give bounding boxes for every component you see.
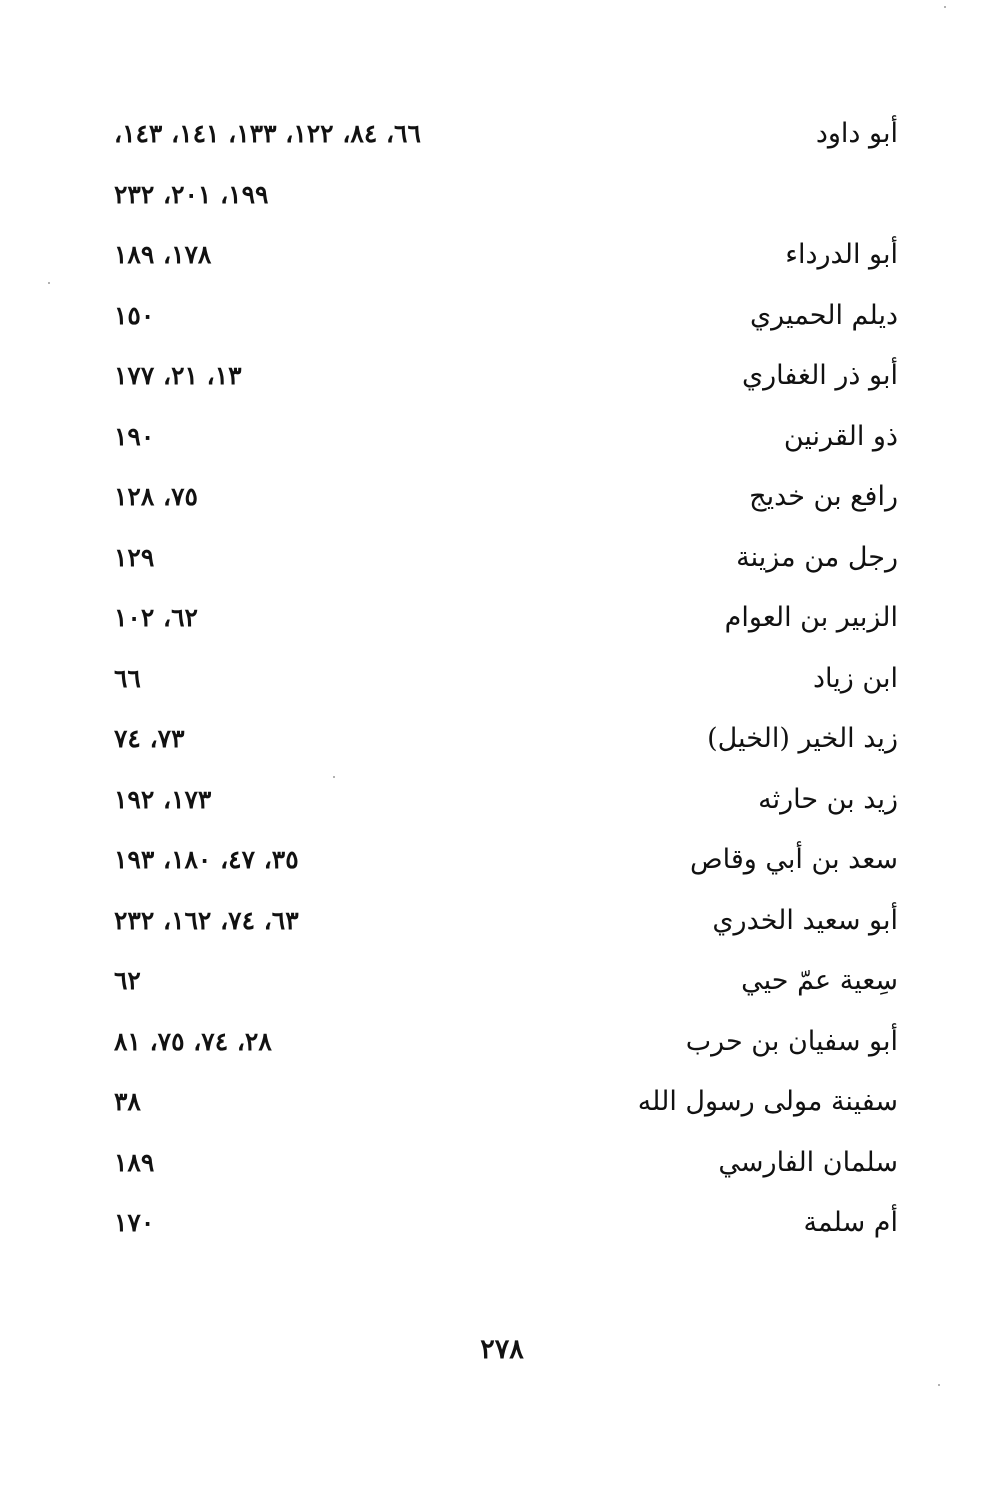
entry-name: أبو داود [815,118,898,149]
entry-pages: ٣٨ [114,1087,141,1116]
entry-pages: ١٥٠ [114,300,155,330]
entry-name: أبو سفيان بن حرب [685,1025,898,1057]
index-entry [0,1012,1004,1073]
index-entry [0,225,1004,286]
entry-name: سِعية عمّ حيي [741,965,898,996]
entry-name: ذو القرنين [783,420,898,452]
entry-pages: ٦٢، ١٠٢ [114,603,198,632]
entry-pages: ١٢٩ [114,542,155,572]
entry-name: أم سلمة [803,1207,898,1238]
index-entry [0,528,1004,589]
entry-name: زيد الخير (الخيل) [707,723,898,754]
index-entry [0,830,1004,891]
entry-pages: ٦٦ [114,663,141,693]
entry-pages: ١٧٣، ١٩٢ [114,784,212,814]
entry-pages: ٦٦، ٨٤، ١٢٢، ١٣٣، ١٤١، ١٤٣، [114,119,421,148]
scan-speck [48,282,50,284]
entry-pages: ١٨٩ [114,1147,155,1177]
entry-name: سلمان الفارسي [718,1146,898,1178]
index-entry [0,346,1004,407]
index-entry [0,709,1004,770]
entry-pages: ١٣، ٢١، ١٧٧ [114,361,242,390]
index-list [0,104,1004,1254]
entry-pages: ١٩٠ [114,421,155,451]
index-entry [0,286,1004,347]
scan-speck [944,6,946,8]
index-entry [0,891,1004,952]
entry-pages: ٧٥، ١٢٨ [114,482,198,511]
scan-speck [333,776,335,778]
index-entry [0,1133,1004,1194]
index-entry [0,104,1004,165]
entry-pages: ٣٥، ٤٧، ١٨٠، ١٩٣ [114,845,299,874]
index-entry [0,951,1004,1012]
entry-pages: ٦٣، ٧٤، ١٦٢، ٢٣٢ [114,905,299,935]
entry-name: أبو سعيد الخدري [712,904,898,936]
entry-name: أبو الدرداء [785,239,898,270]
entry-pages: ٧٣، ٧٤ [114,724,185,753]
entry-name: ابن زياد [813,662,898,694]
entry-name: الزبير بن العوام [724,602,898,633]
index-entry [0,407,1004,468]
entry-name: أبو ذر الغفاري [741,360,898,391]
index-entry [0,588,1004,649]
index-entry [0,467,1004,528]
entry-name: ديلم الحميري [750,299,898,331]
entry-pages: ١٧٨، ١٨٩ [114,240,212,269]
entry-name: رجل من مزينة [736,541,898,573]
index-entry-continuation [0,165,1004,226]
entry-pages: ١٧٠ [114,1208,155,1237]
entry-pages: ١٩٩، ٢٠١، ٢٣٢ [114,179,269,209]
scan-speck [938,1384,940,1386]
entry-name: سفينة مولى رسول الله [637,1086,898,1117]
index-entry [0,1193,1004,1254]
index-entry [0,649,1004,710]
index-entry [0,770,1004,831]
entry-name: زيد بن حارثه [758,783,898,815]
entry-pages: ٢٨، ٧٤، ٧٥، ٨١ [114,1026,272,1056]
entry-name: سعد بن أبي وقاص [690,844,898,875]
entry-pages: ٦٢ [114,966,141,995]
page-number: ٢٧٨ [480,1334,524,1365]
entry-name: رافع بن خديج [749,481,898,512]
index-entry [0,1072,1004,1133]
